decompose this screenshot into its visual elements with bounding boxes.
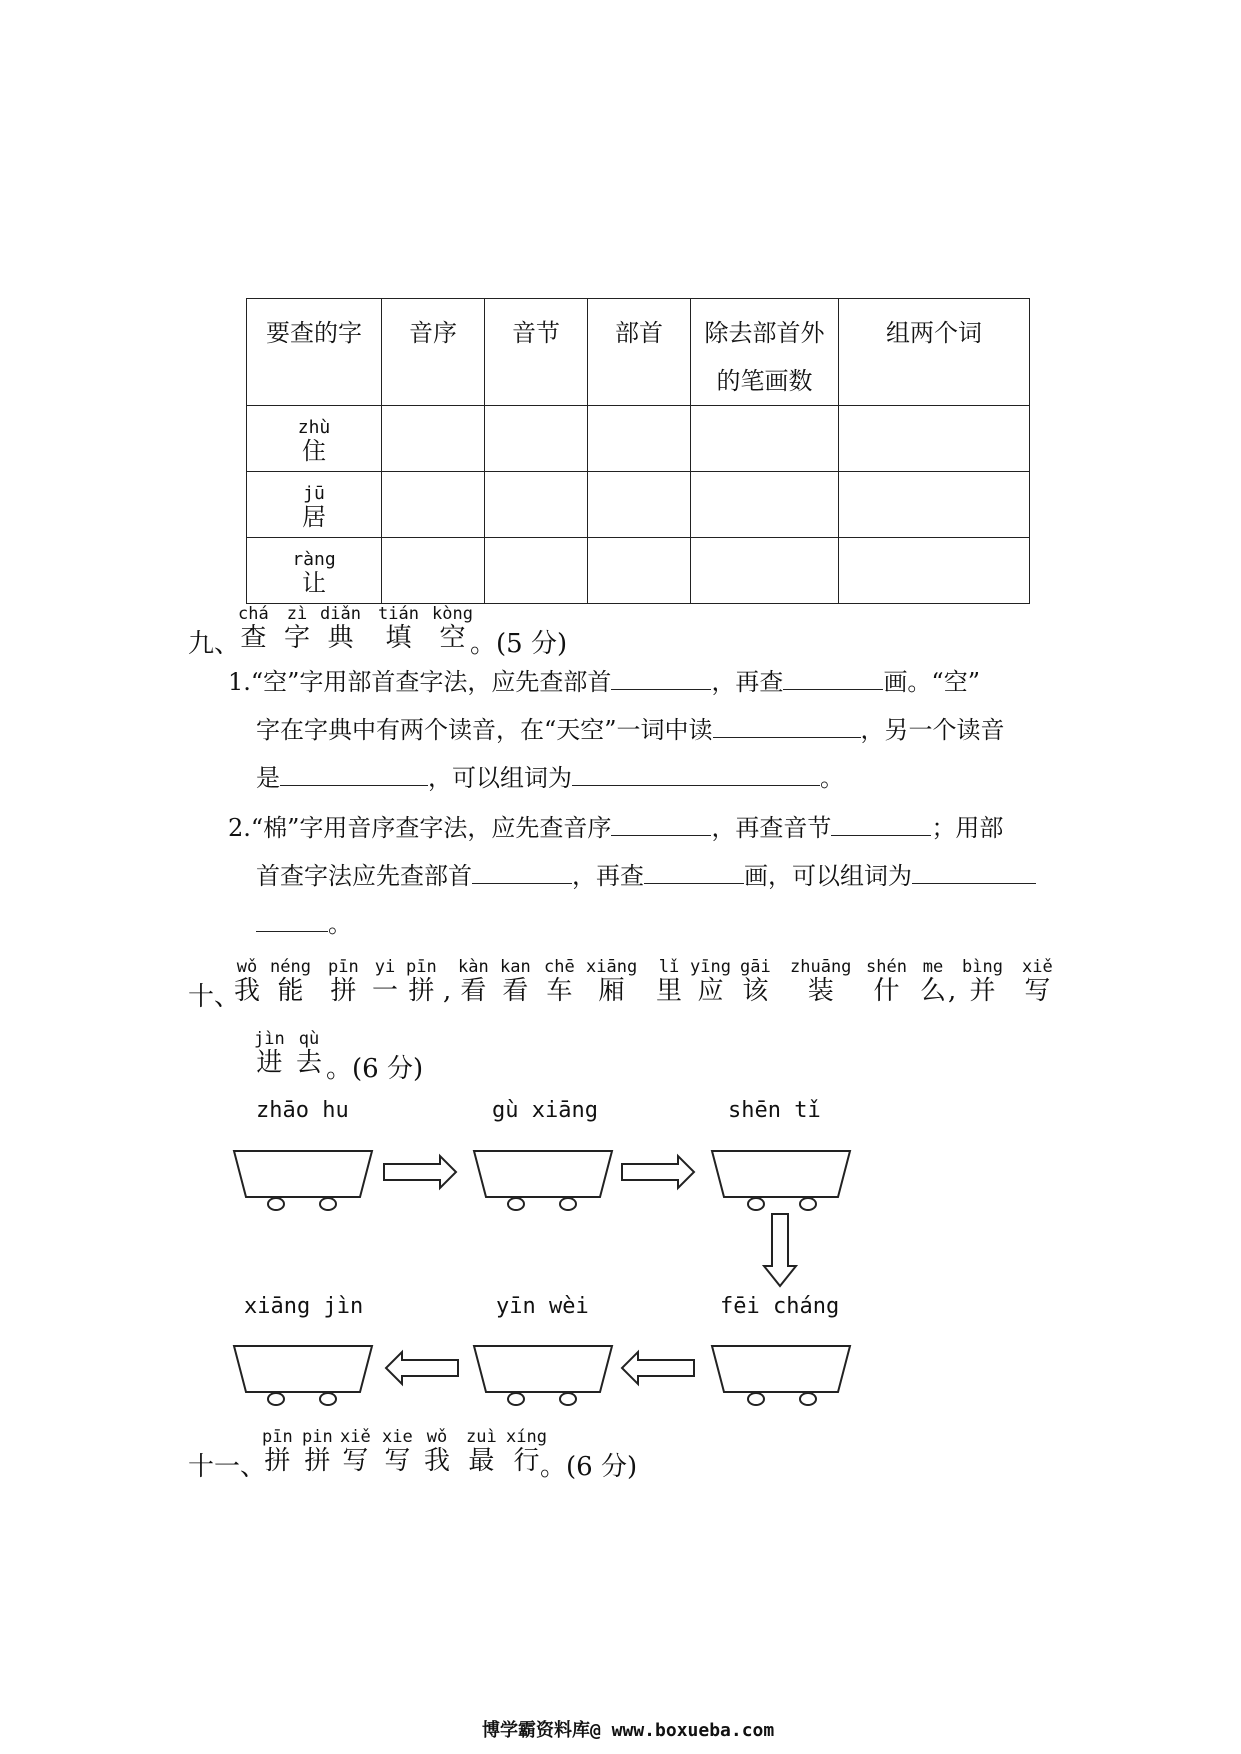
cart-label: shēn tǐ bbox=[728, 1098, 821, 1123]
ruby-char: qù 去 bbox=[296, 1029, 323, 1078]
train-cart[interactable] bbox=[234, 1151, 372, 1210]
ruby-char: pin 拼 bbox=[302, 1427, 333, 1476]
section9-score: 。(5 分) bbox=[470, 629, 568, 659]
cart-label: yīn wèi bbox=[496, 1294, 589, 1319]
q2-line2: 首查字法应先查部首 ，再查 画，可以组词为 bbox=[256, 860, 1036, 892]
section11-score: 。(6 分) bbox=[540, 1452, 638, 1482]
ruby-char: xíng 行 bbox=[506, 1427, 547, 1476]
train-cart[interactable] bbox=[712, 1151, 850, 1210]
train-cart[interactable] bbox=[234, 1346, 372, 1405]
ruby-char: chē 车 bbox=[544, 957, 575, 1006]
char-cell: ràng 让 bbox=[247, 538, 382, 604]
q1-line1: 1.“空”字用部首查字法，应先查部首 ，再查 画。“空” bbox=[228, 668, 980, 696]
ruby-char: chá 查 bbox=[238, 604, 269, 653]
ruby-char: xiāng 厢 bbox=[586, 957, 638, 1006]
q2-line1: 2.“棉”字用音序查字法，应先查音序 ，再查音节 ；用部 bbox=[228, 814, 1004, 842]
ruby-char: wǒ 我 bbox=[424, 1427, 451, 1476]
train-cart[interactable] bbox=[474, 1346, 612, 1405]
section10-score: 。(6 分) bbox=[326, 1054, 424, 1084]
ruby-char: pīn 拼 bbox=[262, 1427, 293, 1476]
ruby-char: zì 字 bbox=[284, 604, 311, 653]
ruby-char: xiě 写 bbox=[340, 1427, 371, 1476]
header-cell: 要查的字 bbox=[247, 299, 382, 406]
ruby-char: tián 填 bbox=[378, 604, 419, 653]
arrow-left-icon bbox=[386, 1352, 458, 1384]
q1-line2: 字在字典中有两个读音，在“天空”一词中读 ，另一个读音 bbox=[256, 716, 1005, 744]
ruby-char: kan 看 bbox=[500, 957, 531, 1006]
header-cell: 除去部首外 的笔画数 bbox=[691, 299, 839, 406]
ruby-char: kòng 空 bbox=[432, 604, 473, 653]
ruby-char: pīn 拼 bbox=[406, 957, 437, 1006]
ruby-char: néng 能 bbox=[270, 957, 311, 1006]
ruby-char: zhuāng 装 bbox=[790, 957, 852, 1006]
ruby-char: bìng 并 bbox=[962, 957, 1003, 1006]
arrow-right-icon bbox=[384, 1156, 456, 1188]
ruby-char: yīng 应 bbox=[690, 957, 731, 1006]
comma: , bbox=[443, 976, 452, 1006]
char-cell: jū 居 bbox=[247, 472, 382, 538]
footer-watermark: 博学霸资料库@ www.boxueba.com bbox=[482, 1720, 775, 1741]
ruby-char: shén 什 bbox=[866, 957, 907, 1006]
ruby-char: diǎn 典 bbox=[320, 604, 361, 653]
ruby-char: wǒ 我 bbox=[234, 957, 261, 1006]
ruby-char: zuì 最 bbox=[466, 1427, 497, 1476]
ruby-char: xie 写 bbox=[382, 1427, 413, 1476]
arrow-right-icon bbox=[622, 1156, 694, 1188]
comma: , bbox=[948, 976, 957, 1006]
ruby-char: xiě 写 bbox=[1022, 957, 1053, 1006]
cart-label: fēi cháng bbox=[720, 1294, 840, 1319]
ruby-char: gāi 该 bbox=[740, 957, 771, 1006]
header-cell: 音节 bbox=[485, 299, 588, 406]
cart-label: zhāo hu bbox=[256, 1098, 349, 1123]
q2-line3: 。 bbox=[256, 908, 352, 940]
header-cell: 部首 bbox=[588, 299, 691, 406]
train-cart[interactable] bbox=[474, 1151, 612, 1210]
header-cell: 音序 bbox=[382, 299, 485, 406]
char-cell: zhù 住 bbox=[247, 406, 382, 472]
train-cart[interactable] bbox=[712, 1346, 850, 1405]
ruby-char: jìn 进 bbox=[254, 1029, 285, 1078]
ruby-char: pīn 拼 bbox=[328, 957, 359, 1006]
ruby-char: me 么 bbox=[920, 957, 947, 1006]
cart-label: xiāng jìn bbox=[244, 1294, 364, 1319]
arrow-down-icon bbox=[764, 1214, 796, 1286]
ruby-char: kàn 看 bbox=[458, 957, 489, 1006]
section11-number: 十一、 bbox=[188, 1452, 267, 1482]
arrow-left-icon bbox=[622, 1352, 694, 1384]
header-cell: 组两个词 bbox=[839, 299, 1030, 406]
cart-label: gù xiāng bbox=[492, 1098, 598, 1123]
section10-number: 十、 bbox=[188, 982, 241, 1012]
q1-line3: 是 ，可以组词为 。 bbox=[256, 764, 844, 792]
section9-number: 九、 bbox=[188, 629, 241, 659]
ruby-char: yi 一 bbox=[372, 957, 399, 1006]
ruby-char: lǐ 里 bbox=[656, 957, 683, 1006]
